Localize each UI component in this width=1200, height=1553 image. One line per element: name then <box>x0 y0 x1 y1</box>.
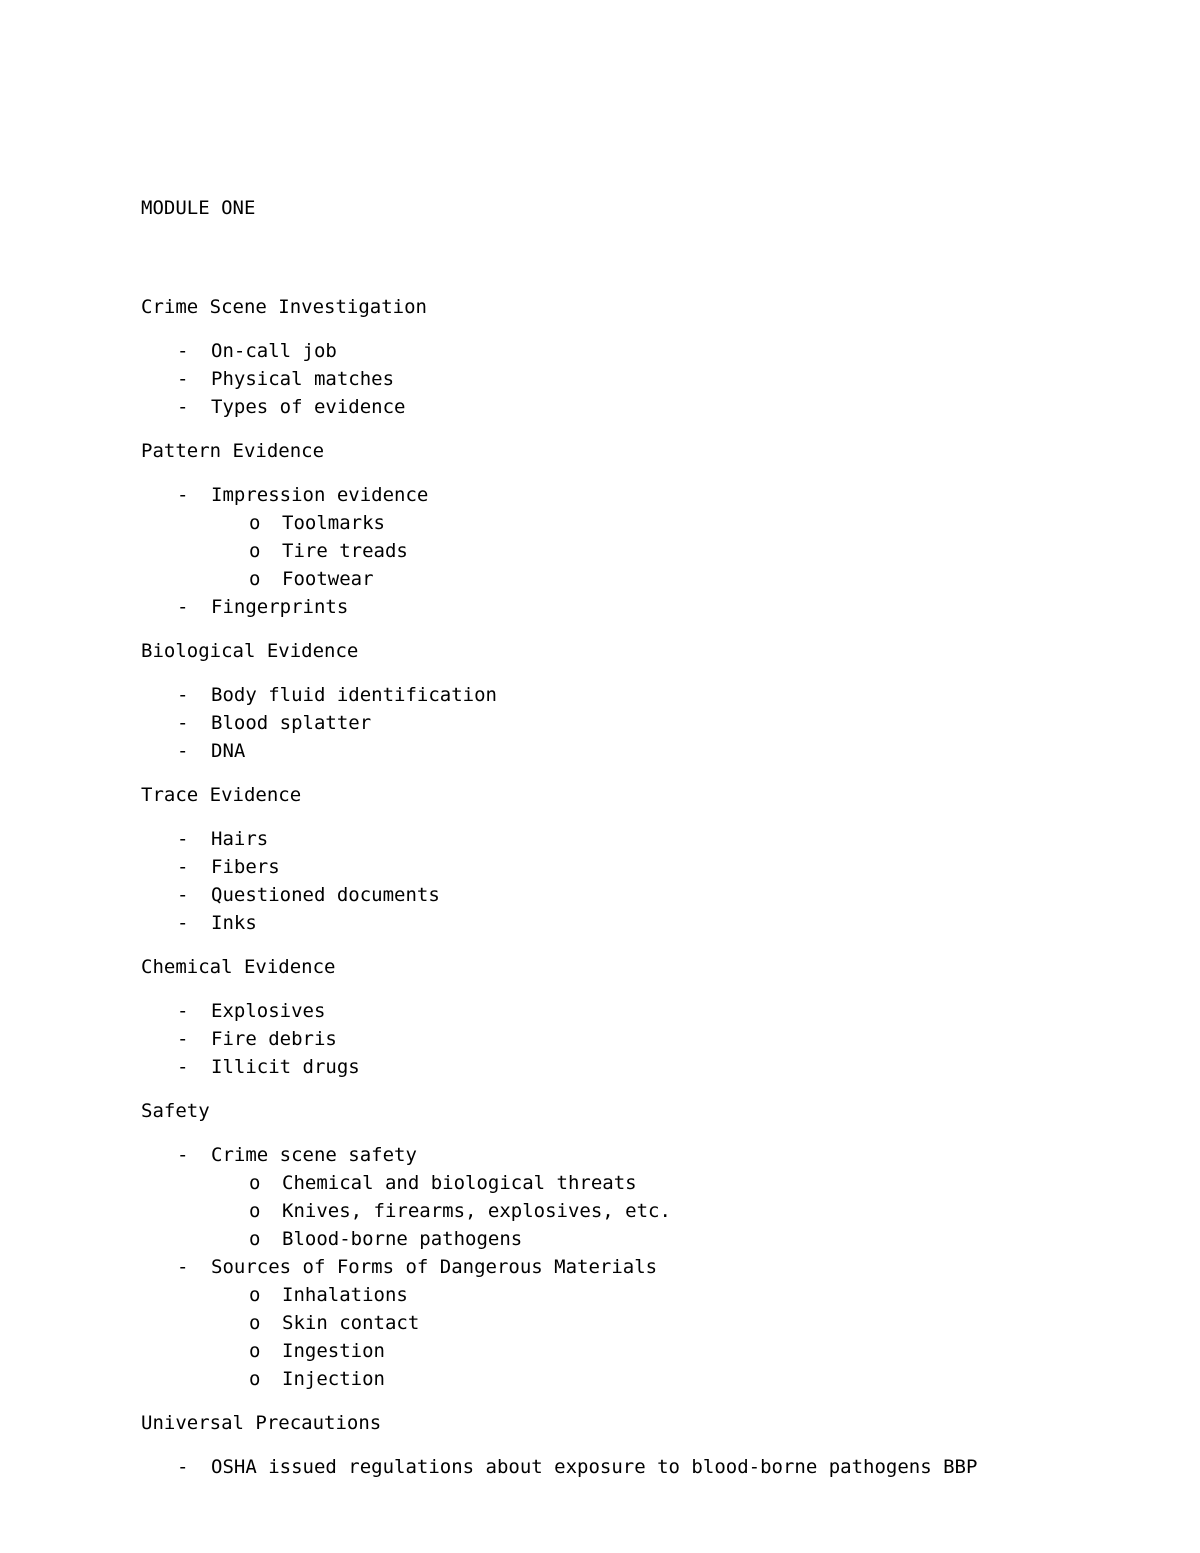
list-item <box>141 1253 1141 1281</box>
bullet-list <box>141 481 1141 621</box>
list-item-text: Physical matches <box>211 368 395 390</box>
sub-list-item <box>141 1281 1141 1309</box>
list-item <box>141 881 1141 909</box>
list-item-text: Questioned documents <box>211 884 440 906</box>
sub-list-item-text: Chemical and biological threats <box>282 1172 637 1194</box>
bullet-list <box>141 1141 1141 1393</box>
list-item <box>141 337 1141 365</box>
dash-bullet: - <box>177 484 189 506</box>
list-item-text: Fire debris <box>211 1028 337 1050</box>
circle-bullet: o <box>249 1284 261 1306</box>
list-item-text: Fingerprints <box>211 596 349 618</box>
dash-bullet: - <box>177 1256 189 1278</box>
list-item <box>141 365 1141 393</box>
section-heading: Crime Scene Investigation <box>141 296 427 318</box>
list-item <box>141 1025 1141 1053</box>
list-item-text: Inks <box>211 912 257 934</box>
circle-bullet: o <box>249 1200 261 1222</box>
list-item <box>141 393 1141 421</box>
sub-list-item-text: Blood-borne pathogens <box>282 1228 523 1250</box>
sub-list-item <box>141 1225 1141 1253</box>
circle-bullet: o <box>249 512 261 534</box>
section-heading: Biological Evidence <box>141 640 359 662</box>
circle-bullet: o <box>249 1312 261 1334</box>
dash-bullet: - <box>177 1056 189 1078</box>
bullet-list <box>141 1453 1141 1481</box>
list-item <box>141 1453 1141 1481</box>
list-item-text: OSHA issued regulations about exposure to blood-borne pathogens BBP <box>211 1456 978 1478</box>
list-item <box>141 737 1141 765</box>
circle-bullet: o <box>249 1368 261 1390</box>
list-item-text: Crime scene safety <box>211 1144 417 1166</box>
section-heading: Trace Evidence <box>141 784 302 806</box>
sub-list-item-text: Knives, firearms, explosives, etc. <box>282 1200 671 1222</box>
bullet-list <box>141 825 1141 937</box>
list-item <box>141 825 1141 853</box>
list-item-text: Body fluid identification <box>211 684 497 706</box>
section-heading: Pattern Evidence <box>141 440 325 462</box>
list-item-text: DNA <box>211 740 246 762</box>
list-item-text: Impression evidence <box>211 484 429 506</box>
sub-list-item-text: Tire treads <box>282 540 408 562</box>
list-item-text: Blood splatter <box>211 712 372 734</box>
sub-list-item-text: Footwear <box>282 568 374 590</box>
list-item-text: Illicit drugs <box>211 1056 360 1078</box>
list-item <box>141 909 1141 937</box>
circle-bullet: o <box>249 1340 261 1362</box>
sub-list-item-text: Inhalations <box>282 1284 408 1306</box>
list-item-text: On-call job <box>211 340 337 362</box>
sub-list-item-text: Ingestion <box>282 1340 385 1362</box>
document-title: MODULE ONE <box>141 197 256 219</box>
dash-bullet: - <box>177 340 189 362</box>
dash-bullet: - <box>177 396 189 418</box>
sub-list-item <box>141 1337 1141 1365</box>
list-item-text: Fibers <box>211 856 280 878</box>
circle-bullet: o <box>249 1228 261 1250</box>
list-item <box>141 853 1141 881</box>
sub-list-item-text: Skin contact <box>282 1312 420 1334</box>
bullet-list <box>141 997 1141 1081</box>
circle-bullet: o <box>249 540 261 562</box>
list-item <box>141 1053 1141 1081</box>
sub-list-item <box>141 565 1141 593</box>
list-item <box>141 681 1141 709</box>
circle-bullet: o <box>249 1172 261 1194</box>
list-item <box>141 481 1141 509</box>
bullet-list <box>141 337 1141 421</box>
list-item-text: Sources of Forms of Dangerous Materials <box>211 1256 658 1278</box>
sub-list-item-text: Toolmarks <box>282 512 385 534</box>
list-item-text: Hairs <box>211 828 269 850</box>
list-item <box>141 709 1141 737</box>
sub-list-item <box>141 1197 1141 1225</box>
circle-bullet: o <box>249 568 261 590</box>
list-item-text: Types of evidence <box>211 396 406 418</box>
dash-bullet: - <box>177 1028 189 1050</box>
sub-list-item <box>141 1309 1141 1337</box>
list-item <box>141 997 1141 1025</box>
sub-list-item <box>141 1365 1141 1393</box>
dash-bullet: - <box>177 596 189 618</box>
dash-bullet: - <box>177 684 189 706</box>
dash-bullet: - <box>177 368 189 390</box>
dash-bullet: - <box>177 884 189 906</box>
dash-bullet: - <box>177 828 189 850</box>
dash-bullet: - <box>177 912 189 934</box>
bullet-list <box>141 681 1141 765</box>
dash-bullet: - <box>177 1456 189 1478</box>
dash-bullet: - <box>177 1144 189 1166</box>
sub-list-item-text: Injection <box>282 1368 385 1390</box>
section-heading: Chemical Evidence <box>141 956 336 978</box>
list-item <box>141 593 1141 621</box>
sub-list-item <box>141 1169 1141 1197</box>
list-item <box>141 1141 1141 1169</box>
document-body <box>141 138 1141 1553</box>
dash-bullet: - <box>177 740 189 762</box>
section-list <box>141 293 1141 1481</box>
dash-bullet: - <box>177 1000 189 1022</box>
sub-list-item <box>141 537 1141 565</box>
section-heading: Safety <box>141 1100 210 1122</box>
sub-list-item <box>141 509 1141 537</box>
dash-bullet: - <box>177 712 189 734</box>
section-heading: Universal Precautions <box>141 1412 382 1434</box>
dash-bullet: - <box>177 856 189 878</box>
list-item-text: Explosives <box>211 1000 326 1022</box>
